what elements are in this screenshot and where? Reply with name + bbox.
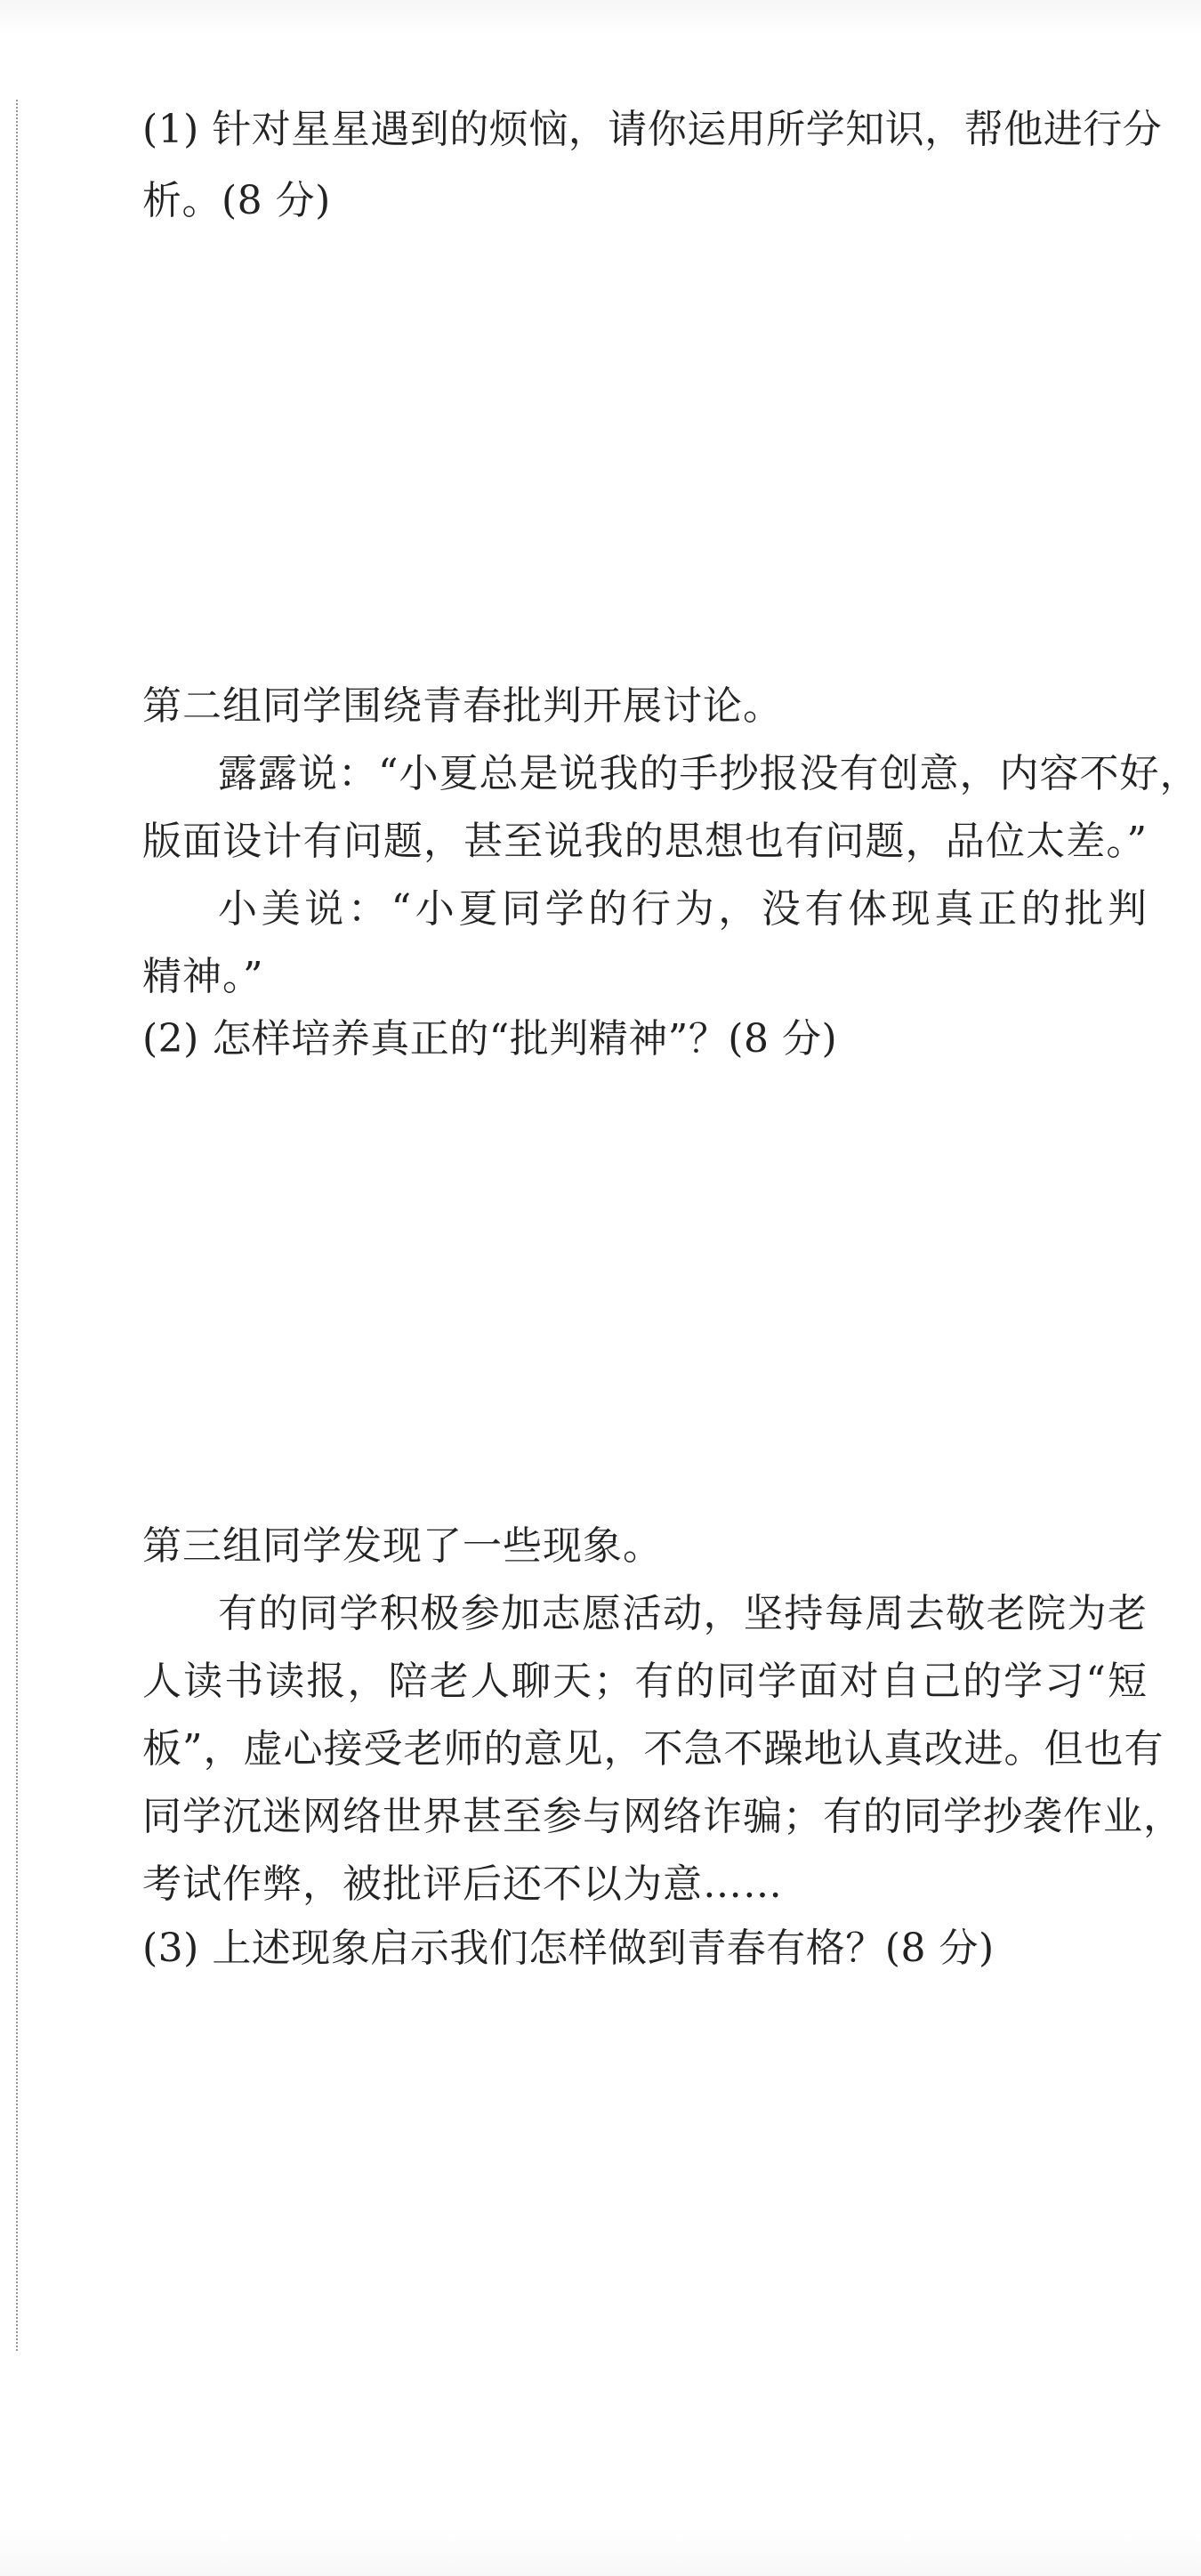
phenomena-line-3: 板”，虚心接受老师的意见，不急不躁地认真改进。但也有 xyxy=(142,1726,1165,1772)
group-2-intro: 第二组同学围绕青春批判开展讨论。 xyxy=(142,683,783,729)
question-1-line-1: (1) 针对星星遇到的烦恼，请你运用所学知识，帮他进行分 xyxy=(142,107,1163,152)
phenomena-line-2: 人读书读报，陪老人聊天；有的同学面对自己的学习“短 xyxy=(142,1659,1148,1704)
phenomena-line-5: 考试作弊，被批评后还不以为意…… xyxy=(142,1861,783,1907)
binding-margin-line xyxy=(16,100,18,2351)
lulu-quote-line-1: 露露说：“小夏总是说我的手抄报没有创意，内容不好， xyxy=(218,751,1200,796)
question-1-line-2: 析。(8 分) xyxy=(142,178,331,223)
phenomena-line-1: 有的同学积极参加志愿活动，坚持每周去敬老院为老 xyxy=(218,1591,1148,1636)
lulu-quote-line-2: 版面设计有问题，甚至说我的思想也有问题，品位太差。” xyxy=(142,819,1148,864)
xiaomei-quote-line-2: 精神。” xyxy=(142,954,264,999)
xiaomei-quote-line-1: 小美说：“小夏同学的行为，没有体现真正的批判 xyxy=(218,886,1148,932)
phenomena-line-4: 同学沉迷网络世界甚至参与网络诈骗；有的同学抄袭作业， xyxy=(142,1794,1183,1839)
question-3: (3) 上述现象启示我们怎样做到青春有格？(8 分) xyxy=(142,1926,995,1971)
group-3-intro: 第三组同学发现了一些现象。 xyxy=(142,1523,663,1569)
question-2: (2) 怎样培养真正的“批判精神”？(8 分) xyxy=(142,1016,838,1062)
